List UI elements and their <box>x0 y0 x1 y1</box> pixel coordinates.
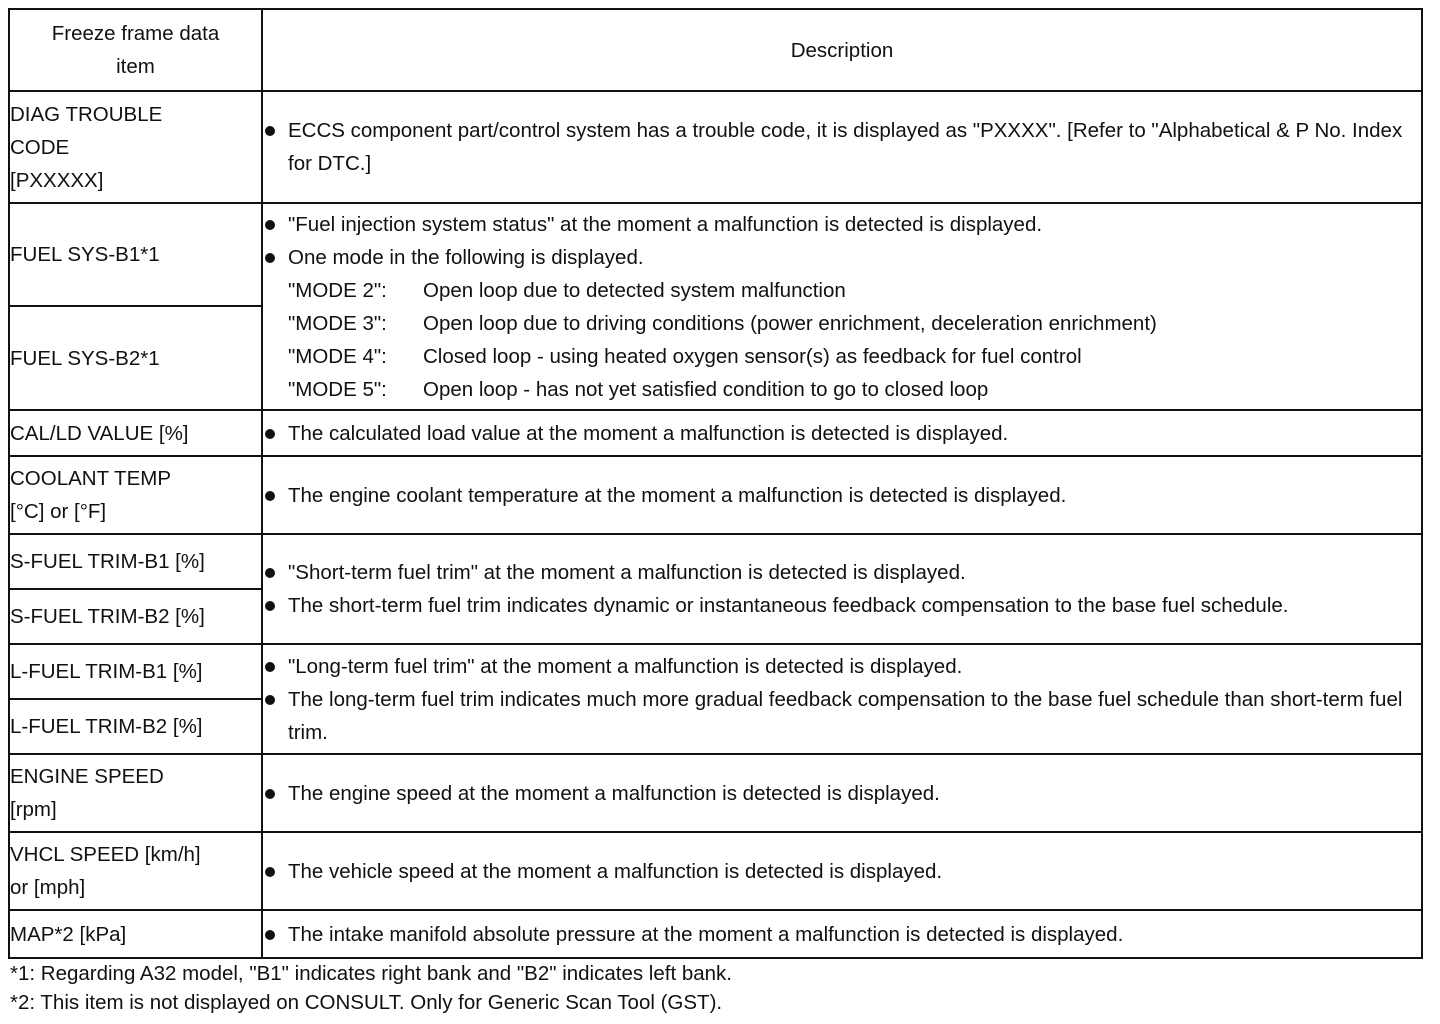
item-diag-trouble-code <box>9 91 262 203</box>
mode-text: Open loop due to detected system malfunction <box>423 278 846 302</box>
bullet-text: The calculated load value at the moment a malfunction is detected is displayed. <box>263 417 1421 450</box>
item-vhcl-speed <box>9 832 262 910</box>
table-row <box>9 832 1422 910</box>
mode-key: "MODE 5": <box>288 377 387 401</box>
table-row <box>9 534 1422 589</box>
mode-row <box>288 373 1421 406</box>
bullet-text: "Short-term fuel trim" at the moment a malfunction is detected is displayed. <box>263 556 1421 589</box>
item-s-fuel-trim-b1: S-FUEL TRIM-B1 [%] <box>9 534 262 589</box>
desc-engine-speed <box>262 754 1422 832</box>
table-row <box>9 91 1422 203</box>
footnotes <box>8 959 1421 1017</box>
bullet-text: The engine speed at the moment a malfunction is detected is displayed. <box>263 777 1421 810</box>
item-cal-ld-value: CAL/LD VALUE [%] <box>9 410 262 456</box>
item-fuel-sys-b1: FUEL SYS-B1*1 <box>9 203 262 306</box>
mode-row <box>288 274 1421 307</box>
mode-text: Closed loop - using heated oxygen sensor(s) as feedback for fuel control <box>423 344 1082 368</box>
bullet-text: "Long-term fuel trim" at the moment a malfunction is detected is displayed. <box>263 650 1421 683</box>
item-l-fuel-trim-b2: L-FUEL TRIM-B2 [%] <box>9 699 262 754</box>
mode-row <box>288 340 1421 373</box>
table-header-row <box>9 9 1422 91</box>
header-description: Description <box>262 9 1422 91</box>
desc-fuel-sys <box>262 203 1422 410</box>
desc-l-fuel-trim <box>262 644 1422 754</box>
item-line: VHCL SPEED [km/h] <box>10 843 201 866</box>
item-line: [°C] or [°F] <box>10 500 107 523</box>
bullet-text: The short-term fuel trim indicates dynamic or instantaneous feedback compensation to the base fuel schedule. <box>263 589 1421 622</box>
item-engine-speed <box>9 754 262 832</box>
item-coolant-temp <box>9 456 262 534</box>
mode-row <box>288 307 1421 340</box>
table-row <box>9 910 1422 958</box>
item-l-fuel-trim-b1: L-FUEL TRIM-B1 [%] <box>9 644 262 699</box>
item-line: COOLANT TEMP <box>10 467 171 490</box>
bullet-text: "Fuel injection system status" at the moment a malfunction is detected is displayed. <box>263 208 1421 241</box>
mode-key: "MODE 4": <box>288 344 387 368</box>
item-fuel-sys-b2: FUEL SYS-B2*1 <box>9 306 262 410</box>
item-line: ENGINE SPEED <box>10 765 164 788</box>
bullet-text: The engine coolant temperature at the moment a malfunction is detected is displayed. <box>263 479 1421 512</box>
desc-s-fuel-trim <box>262 534 1422 644</box>
item-s-fuel-trim-b2: S-FUEL TRIM-B2 [%] <box>9 589 262 644</box>
mode-list <box>288 274 1421 406</box>
bullet-text: One mode in the following is displayed. <box>263 241 1421 274</box>
desc-vhcl-speed <box>262 832 1422 910</box>
header-item-line1: Freeze frame data <box>51 22 220 45</box>
bullet-text: The vehicle speed at the moment a malfunction is detected is displayed. <box>263 855 1421 888</box>
table-row <box>9 754 1422 832</box>
item-line: [PXXXXX] <box>10 168 104 192</box>
mode-key: "MODE 2": <box>288 278 387 302</box>
footnote-1: *1: Regarding A32 model, "B1" indicates right bank and "B2" indicates left bank. <box>10 962 732 985</box>
footnote-2: *2: This item is not displayed on CONSULT. Only for Generic Scan Tool (GST). <box>10 991 723 1014</box>
item-map: MAP*2 [kPa] <box>9 910 262 958</box>
header-item-line2: item <box>116 55 155 78</box>
item-line: [rpm] <box>10 798 57 821</box>
desc-cal-ld-value <box>262 410 1422 456</box>
item-line: or [mph] <box>10 876 86 899</box>
bullet-text: ECCS component part/control system has a trouble code, it is displayed as "PXXXX". [Refer to "Alphabetical & P No. Index for DTC.] <box>263 114 1421 180</box>
table-row <box>9 456 1422 534</box>
freeze-frame-document <box>8 8 1421 1017</box>
desc-map <box>262 910 1422 958</box>
item-line: DIAG TROUBLE <box>10 102 163 126</box>
table-row <box>9 410 1422 456</box>
mode-text: Open loop - has not yet satisfied condition to go to closed loop <box>423 377 989 401</box>
table-row <box>9 203 1422 306</box>
header-item <box>9 9 262 91</box>
bullet-text: The intake manifold absolute pressure at the moment a malfunction is detected is displayed. <box>263 918 1421 951</box>
table-row <box>9 644 1422 699</box>
bullet-text: The long-term fuel trim indicates much more gradual feedback compensation to the base fuel schedule than short-term fuel trim. <box>263 683 1421 749</box>
item-line: CODE <box>10 135 70 159</box>
freeze-frame-table <box>8 8 1423 959</box>
mode-key: "MODE 3": <box>288 311 387 335</box>
desc-coolant-temp <box>262 456 1422 534</box>
mode-text: Open loop due to driving conditions (power enrichment, deceleration enrichment) <box>423 311 1157 335</box>
desc-diag-trouble-code <box>262 91 1422 203</box>
